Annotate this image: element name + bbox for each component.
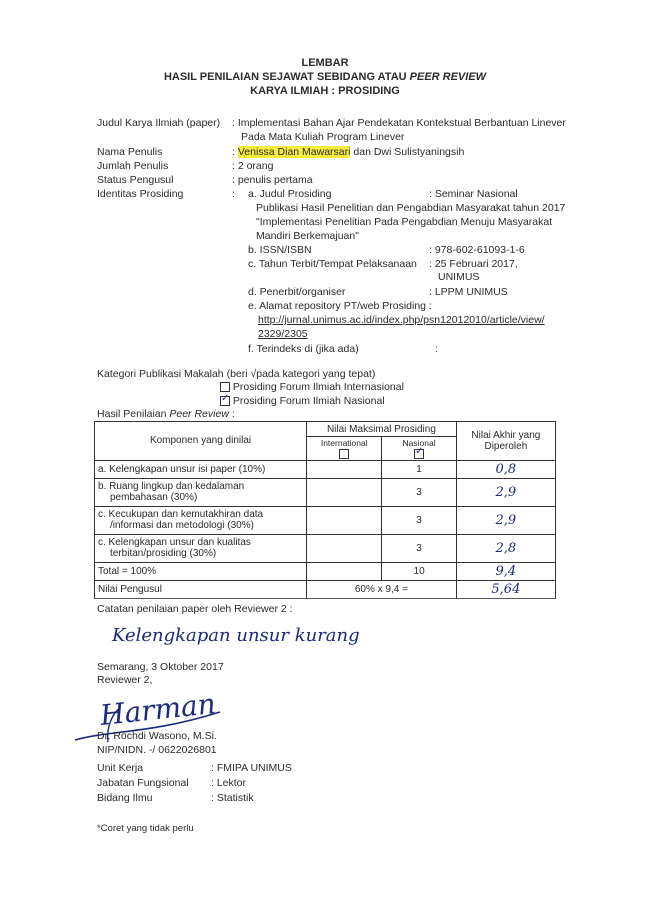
ident-d-value: : LPPM UNIMUS [429, 286, 508, 298]
judul-label: Judul Karya Ilmiah (paper) [97, 117, 221, 129]
header-international [307, 437, 382, 461]
row-a-score: 0,8 [456, 460, 555, 478]
total-max: 10 [382, 562, 456, 580]
nama-highlight: Venissa Dian Mawarsari [237, 146, 351, 158]
row-d-label-1: c. Kelengkapan unsur dan kualitas [98, 537, 251, 549]
judul-value: : Implementasi Bahan Ajar Pendekatan Kontekstual Berbantuan Linever [232, 117, 566, 129]
ident-f-value: : [435, 343, 438, 355]
table-row [95, 460, 556, 478]
reviewer-nip: NIP/NIDN. -/ 0622026801 [97, 744, 217, 756]
ident-d-label: d. Penerbit/organiser [248, 286, 346, 298]
header-title-main: HASIL PENILAIAN SEJAWAT SEBIDANG ATAU [163, 71, 410, 83]
total-score: 9,4 [456, 562, 555, 580]
row-d-intl [307, 534, 382, 562]
row-a-label: a. Kelengkapan unsur isi paper (10%) [95, 460, 307, 478]
unit-label: Unit Kerja [97, 762, 144, 774]
ident-e-url-2[interactable]: 2329/2305 [258, 328, 308, 340]
pengusul-score: 5,64 [456, 580, 555, 598]
row-a-intl [307, 460, 382, 478]
row-c-intl [307, 506, 382, 534]
row-d-label-2: terbitan/prosiding (30%) [110, 548, 217, 560]
total-label: Total = 100% [95, 562, 307, 580]
ident-c-value: : 25 Februari 2017, [429, 258, 518, 270]
row-a-max: 1 [382, 460, 456, 478]
table-row [95, 478, 556, 506]
reviewer-name: Dr. Rochdi Wasono, M.Si. [97, 730, 217, 742]
ident-b-label: b. ISSN/ISBN [248, 244, 312, 256]
jumlah-value: : 2 orang [232, 160, 274, 172]
nama-label: Nama Penulis [97, 146, 163, 158]
total-intl [307, 562, 382, 580]
row-c-label-2: /informasi dan metodologi (30%) [110, 520, 254, 532]
row-d-label [95, 534, 307, 562]
ident-a-line3: "Implementasi Penelitian Pada Pengabdian Menuju Masyarakat [256, 216, 553, 228]
nama-rest: dan Dwi Sulistyaningsih [350, 146, 465, 158]
header-nilai-max: Nilai Maksimal Prosiding [307, 422, 457, 437]
kategori-label: Kategori Publikasi Makalah (beri √pada kategori yang tepat) [97, 368, 376, 380]
header-nilai-akhir: Nilai Akhir yang Diperoleh [456, 422, 555, 461]
table-row [95, 506, 556, 534]
ident-a-label: a. Judul Prosiding [248, 188, 332, 200]
jabatan-label: Jabatan Fungsional [97, 777, 189, 789]
header-subtitle: KARYA ILMIAH : PROSIDING [250, 85, 400, 97]
international-label: International [320, 438, 368, 448]
status-value: : penulis pertama [232, 174, 313, 186]
checkbox-internasional[interactable] [220, 382, 230, 392]
kategori-option-2 [220, 395, 385, 407]
grade-table [94, 421, 556, 599]
row-c-label-1: c. Kecukupan dan kemutakhiran data [98, 509, 264, 521]
catatan-label: Catatan penilaian paper oleh Reviewer 2 : [97, 603, 293, 615]
checkbox-table-nasional[interactable] [414, 449, 424, 459]
row-c-max: 3 [382, 506, 456, 534]
identitas-label: Identitas Prosiding [97, 188, 184, 200]
header-title [0, 71, 650, 83]
hasil-label-italic: Peer Review [169, 408, 229, 420]
row-b-label-2: pembahasan (30%) [110, 492, 198, 504]
row-b-score: 2,9 [456, 478, 555, 506]
table-row [95, 534, 556, 562]
nama-colon: : [232, 146, 235, 158]
checkbox-table-international[interactable] [339, 449, 349, 459]
place-date: Semarang, 3 Oktober 2017 [97, 661, 224, 673]
header-lembar: LEMBAR [301, 57, 349, 69]
kategori-opt2-label: Prosiding Forum Ilmiah Nasional [232, 395, 385, 407]
pengusul-formula: 60% x 9,4 = [307, 580, 457, 598]
ident-f-label: f. Terindeks di (jika ada) [248, 343, 359, 355]
ident-e-label: e. Alamat repository PT/web Prosiding : [248, 300, 432, 312]
nasional-label: Nasional [402, 438, 436, 448]
ident-e-url[interactable]: http://jurnal.unimus.ac.id/index.php/psn12012010/article/view/ [258, 314, 545, 326]
header-nasional [382, 437, 456, 461]
pengusul-label: Nilai Pengusul [95, 580, 307, 598]
footnote: *Coret yang tidak perlu [97, 823, 194, 834]
kategori-option-1 [220, 381, 404, 393]
header-komponen: Komponen yang dinilai [95, 422, 307, 461]
row-b-intl [307, 478, 382, 506]
judul-value-2: Pada Mata Kuliah Program Linever [241, 131, 405, 143]
row-b-label [95, 478, 307, 506]
nama-value [232, 146, 464, 158]
row-b-label-1: b. Ruang lingkup dan kedalaman [98, 481, 245, 493]
signature: Harman [98, 687, 218, 732]
ident-c-value2: UNIMUS [438, 271, 480, 283]
identitas-colon: : [232, 188, 235, 200]
ident-a-line2: Publikasi Hasil Penelitian dan Pengabdian Masyarakat tahun 2017 [256, 202, 566, 214]
jabatan-value: : Lektor [211, 777, 247, 789]
row-b-max: 3 [382, 478, 456, 506]
row-d-max: 3 [382, 534, 456, 562]
signature-stroke-icon [70, 700, 250, 750]
table-row-pengusul [95, 580, 556, 598]
checkbox-nasional[interactable] [220, 396, 230, 406]
ident-a-value: : Seminar Nasional [429, 188, 518, 200]
reviewer-label: Reviewer 2, [97, 674, 153, 686]
table-row-total [95, 562, 556, 580]
bidang-label: Bidang Ilmu [97, 792, 153, 804]
table-header-row [95, 422, 556, 437]
row-c-label [95, 506, 307, 534]
ident-a-line4: Mandiri Berkemajuan" [256, 230, 359, 242]
row-c-score: 2,9 [456, 506, 555, 534]
hasil-label-suffix: : [228, 408, 235, 420]
ident-b-value: : 978-602-61093-1-6 [429, 244, 525, 256]
bidang-value: : Statistik [211, 792, 254, 804]
status-label: Status Pengusul [97, 174, 174, 186]
catatan-handwritten: Kelengkapan unsur kurang [112, 625, 360, 646]
unit-value: : FMIPA UNIMUS [211, 762, 292, 774]
ident-c-label: c. Tahun Terbit/Tempat Pelaksanaan [248, 258, 417, 270]
row-d-score: 2,8 [456, 534, 555, 562]
hasil-label [97, 408, 235, 420]
hasil-label-prefix: Hasil Penilaian [97, 408, 170, 420]
jumlah-label: Jumlah Penulis [97, 160, 169, 172]
header-title-italic: PEER REVIEW [409, 71, 487, 83]
kategori-opt1-label: Prosiding Forum Ilmiah Internasional [232, 381, 404, 393]
